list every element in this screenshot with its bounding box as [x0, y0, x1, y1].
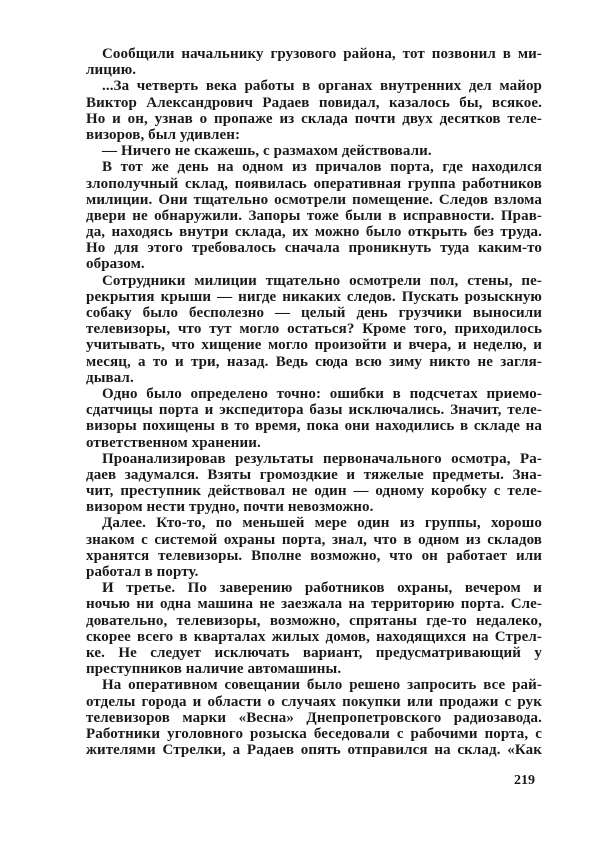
text-line: преступников наличие автомашины.	[86, 661, 342, 678]
text-line: лицию.	[86, 62, 137, 79]
text-line: жителями Стрелки, а Радаев опять отправился на склад. «Как	[86, 742, 542, 759]
text-line: В тот же день на одном из причалов порта, где находился	[102, 159, 542, 176]
paragraph	[86, 78, 542, 143]
text-line: двери не обнаружили. Запоры тоже были в исправности. Прав-	[86, 207, 542, 224]
paragraph	[86, 677, 542, 758]
text-line: отделы города и области о случаях покупки или продажи с рук	[86, 693, 542, 710]
text-line: рекрытия крыши — нигде никаких следов. Пускать розыскную	[86, 288, 542, 305]
paragraph	[86, 159, 542, 272]
text-line: визором нести трудно, почти невозможно.	[86, 499, 374, 516]
text-line: злополучный склад, появилась оперативная группа работников	[86, 175, 542, 192]
text-line: ответственном хранении.	[86, 434, 261, 451]
text-line: ...За четверть века работы в органах внутренних дел майор	[102, 78, 542, 95]
text-line: даев задумался. Взяты громоздкие и тяжелые предметы. Зна-	[86, 466, 542, 483]
text-line: Но и он, узнав о пропаже из склада почти двух десятков теле-	[86, 110, 542, 127]
text-line: ночью ни одна машина не заезжала на территорию порта. Сле-	[86, 596, 542, 613]
text-line: собаку было бесполезно — целый день грузчики выносили	[86, 305, 542, 321]
body-text	[86, 46, 542, 758]
paragraph	[86, 273, 542, 386]
text-line: — Ничего не скажешь, с размахом действовали.	[102, 143, 432, 160]
text-line: Сообщили начальнику грузового района, тот позвонил в ми-	[102, 46, 542, 62]
text-line: На оперативном совещании было решено запросить все рай-	[102, 677, 542, 694]
text-line: сдатчицы порта и экспедитора базы исключались. Значит, теле-	[86, 402, 542, 419]
text-line: Далее. Кто-то, по меньшей мере один из группы, хорошо	[102, 515, 542, 532]
text-line: знаком с системой охраны порта, знал, что в одном из складов	[86, 531, 542, 548]
text-line: да, находясь внутри склада, их можно было открыть без труда.	[86, 224, 542, 241]
paragraph	[86, 143, 542, 159]
text-line: милиции. Они тщательно осмотрели помещение. Следов взлома	[86, 191, 542, 208]
text-line: телевизоры, что тут могло остаться? Кроме того, приходилось	[86, 321, 542, 338]
text-line: скорее всего в кварталах жилых домов, находящихся на Стрел-	[86, 628, 542, 645]
text-line: работал в порту.	[86, 564, 199, 580]
text-line: довательно, телевизоры, возможно, спрятаны где-то недалеко,	[86, 612, 542, 629]
text-line: визоров, был удивлен:	[86, 126, 241, 143]
text-line: визоры похищены в то время, пока они находились в складе на	[86, 418, 542, 435]
text-line: дывал.	[86, 369, 134, 386]
text-line: Сотрудники милиции тщательно осмотрели пол, стены, пе-	[102, 272, 542, 289]
text-line: образом.	[86, 256, 145, 273]
paragraph	[86, 386, 542, 451]
text-line: Но для этого требовалось сначала проникнуть туда каким-то	[86, 240, 542, 257]
text-line: Работники уголовного розыска беседовали с рабочими порта, с	[86, 725, 542, 742]
page-number: 219	[514, 773, 535, 788]
text-line: Виктор Александрович Радаев повидал, казалось бы, всякое.	[86, 94, 542, 111]
text-line: И третье. По заверению работников охраны, вечером и	[102, 580, 542, 597]
text-line: чит, преступник действовал не один — одному коробку с теле-	[86, 483, 542, 500]
text-line: Проанализировав результаты первоначального осмотра, Ра-	[102, 450, 542, 467]
paragraph	[86, 46, 542, 78]
text-line: телевизоров марки «Весна» Днепропетровского радиозавода.	[86, 709, 542, 726]
text-line: хранятся телевизоры. Вполне возможно, что он работает или	[86, 547, 542, 564]
text-line: учитывать, что хищение могло произойти и вчера, и неделю, и	[86, 337, 542, 354]
paragraph	[86, 580, 542, 677]
text-line: месяц, а то и три, назад. Ведь сюда всю зиму никто не загля-	[86, 353, 542, 370]
text-line: ке. Не следует исключать вариант, предусматривающий у	[86, 644, 542, 661]
text-line: Одно было определено точно: ошибки в подсчетах приемо-	[102, 385, 542, 402]
paragraph	[86, 451, 542, 516]
paragraph	[86, 515, 542, 580]
